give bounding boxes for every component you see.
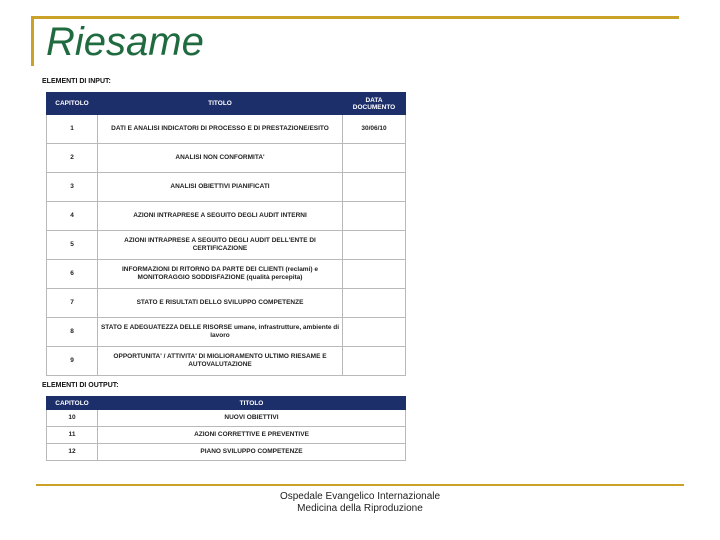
table-row [47,144,406,173]
left-rule [31,16,34,66]
footer-line-2: Medicina della Riproduzione [297,503,423,514]
row-capitolo: 8 [47,318,98,347]
row-titolo: AZIONI CORRETTIVE E PREVENTIVE [98,427,406,444]
row-titolo: OPPORTUNITA' / ATTIVITA' DI MIGLIORAMENTO ULTIMO RIESAME E AUTOVALUTAZIONE [98,347,343,376]
row-data [343,347,406,376]
table-row [47,427,406,444]
table-row [47,318,406,347]
input-section-label: ELEMENTI DI INPUT: [42,78,111,85]
table-row [47,173,406,202]
row-data [343,318,406,347]
table-row [47,444,406,461]
header-capitolo: CAPITOLO [47,93,98,115]
row-capitolo: 1 [47,115,98,144]
input-table-header [47,93,406,115]
input-table [46,92,406,376]
row-data [343,260,406,289]
row-capitolo: 10 [47,410,98,427]
table-row [47,347,406,376]
header-titolo: TITOLO [98,93,343,115]
table-row [47,202,406,231]
input-table-body [47,115,406,376]
table-row [47,231,406,260]
table-row [47,410,406,427]
row-titolo: AZIONI INTRAPRESE A SEGUITO DEGLI AUDIT DELL'ENTE DI CERTIFICAZIONE [98,231,343,260]
footer-rule [36,484,684,486]
row-capitolo: 12 [47,444,98,461]
output-table [46,396,406,461]
footer [0,491,720,515]
row-data [343,144,406,173]
row-capitolo: 6 [47,260,98,289]
row-titolo: AZIONI INTRAPRESE A SEGUITO DEGLI AUDIT INTERNI [98,202,343,231]
output-table-body [47,410,406,461]
document-image [40,78,410,461]
row-titolo: DATI E ANALISI INDICATORI DI PROCESSO E DI PRESTAZIONE/ESITO [98,115,343,144]
header-data: DATA DOCUMENTO [343,93,406,115]
output-table-header [47,397,406,410]
row-data: 30/06/10 [343,115,406,144]
row-capitolo: 7 [47,289,98,318]
row-data [343,289,406,318]
row-titolo: STATO E ADEGUATEZZA DELLE RISORSE umane, infrastrutture, ambiente di lavoro [98,318,343,347]
row-titolo: PIANO SVILUPPO COMPETENZE [98,444,406,461]
row-titolo: NUOVI OBIETTIVI [98,410,406,427]
row-capitolo: 5 [47,231,98,260]
table-row [47,260,406,289]
footer-line-1: Ospedale Evangelico Internazionale [279,491,441,502]
table-row [47,115,406,144]
table-row [47,289,406,318]
row-capitolo: 4 [47,202,98,231]
row-titolo: ANALISI OBIETTIVI PIANIFICATI [98,173,343,202]
row-data [343,202,406,231]
row-capitolo: 9 [47,347,98,376]
row-capitolo: 3 [47,173,98,202]
header-titolo: TITOLO [98,397,406,410]
row-capitolo: 11 [47,427,98,444]
row-data [343,173,406,202]
row-data [343,231,406,260]
row-titolo: INFORMAZIONI DI RITORNO DA PARTE DEI CLIENTI (reclami) e MONITORAGGIO SODDISFAZIONE (qualità percepita) [98,260,343,289]
top-rule [31,16,679,19]
header-capitolo: CAPITOLO [47,397,98,410]
row-titolo: ANALISI NON CONFORMITA' [98,144,343,173]
slide-title: Riesame [46,20,204,64]
row-titolo: STATO E RISULTATI DELLO SVILUPPO COMPETENZE [98,289,343,318]
output-section-label: ELEMENTI DI OUTPUT: [42,382,119,389]
row-capitolo: 2 [47,144,98,173]
